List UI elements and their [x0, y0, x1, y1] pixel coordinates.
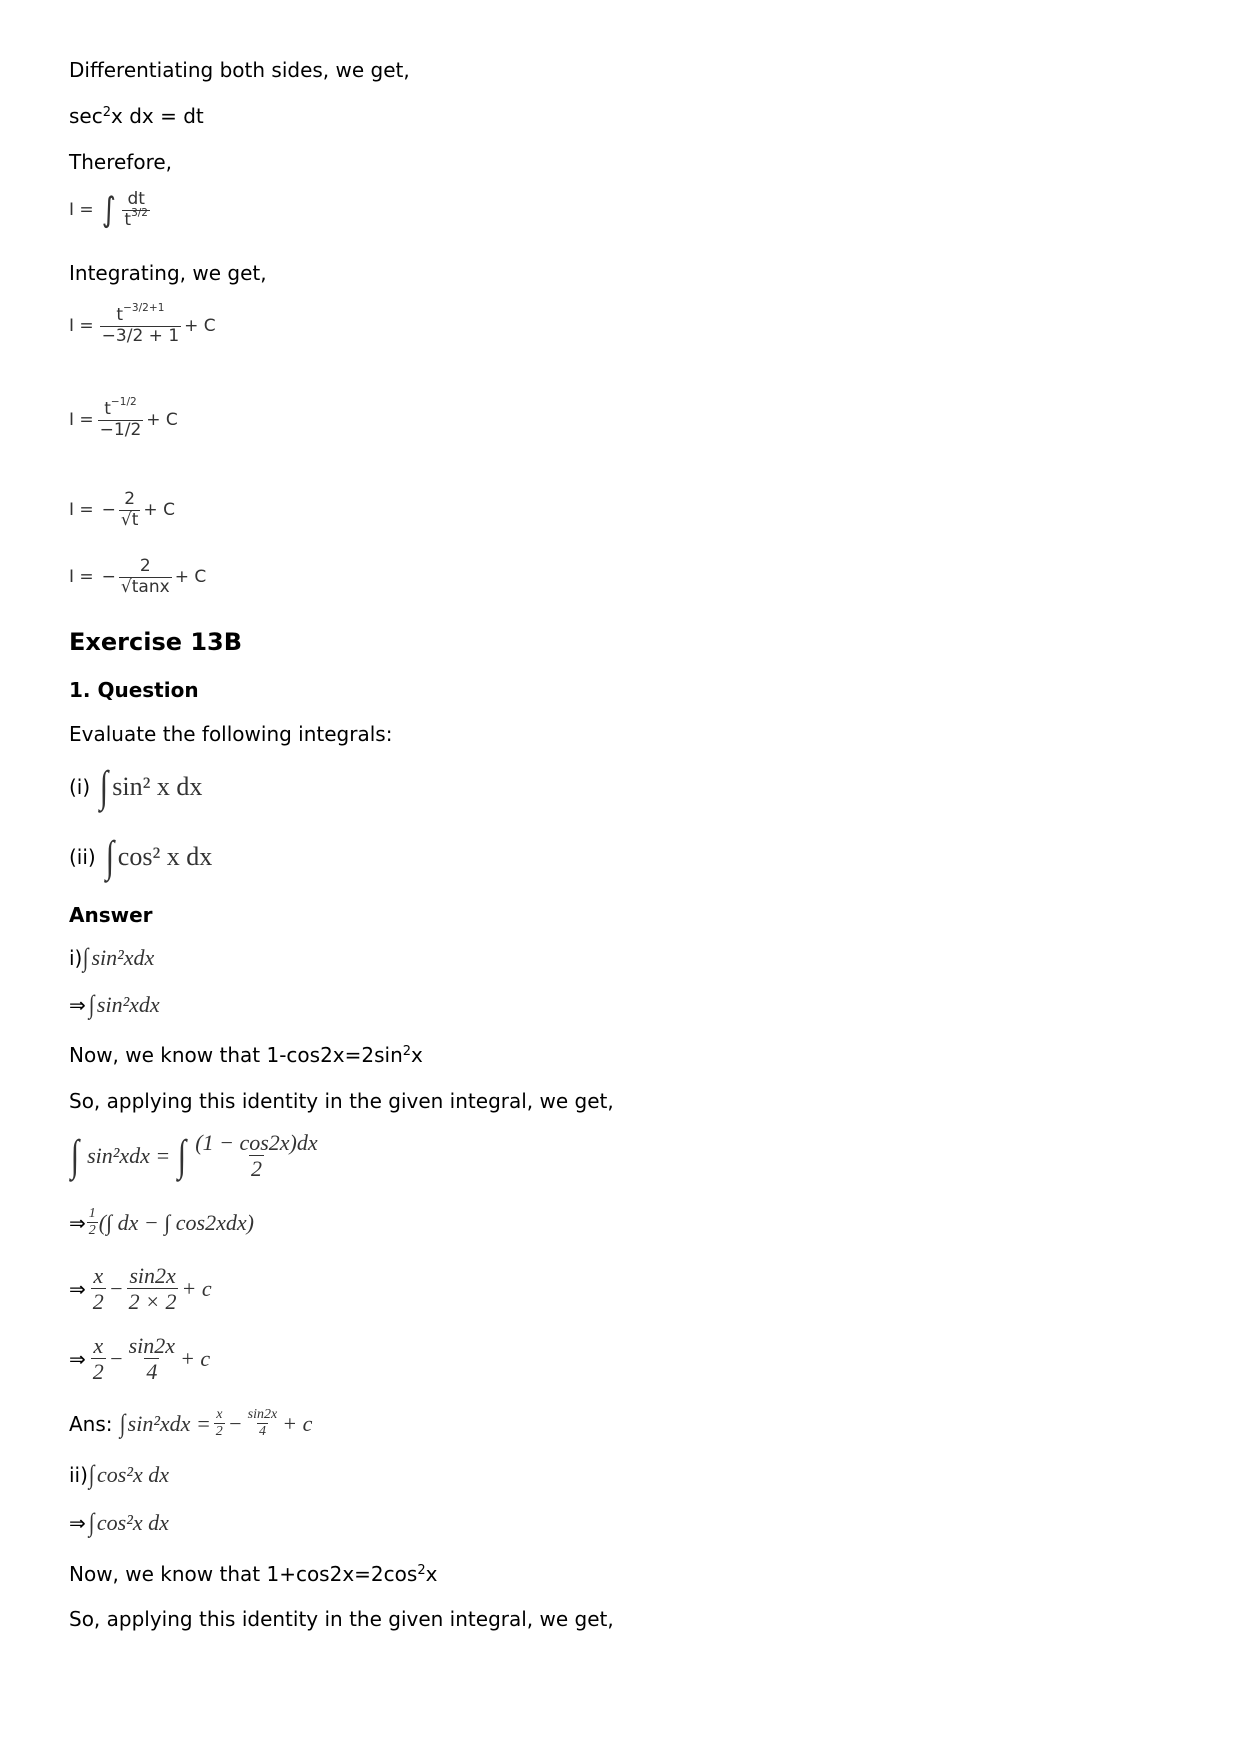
sec-rhs: x dx = dt [111, 104, 204, 128]
step2-bracket: (∫ dx − ∫ cos2xdx) [98, 1209, 254, 1235]
answer-ii-start [69, 1462, 169, 1488]
denominator-4: 4 [146, 1359, 158, 1385]
fraction-x-over-2 [91, 1263, 106, 1315]
identity-cos-tail: x [425, 1562, 438, 1586]
numerator-t-neg-half [102, 396, 138, 420]
denominator-4: 4 [258, 1424, 266, 1440]
eq-lhs: I = [69, 316, 94, 337]
fraction-power-rule [100, 302, 181, 346]
minus-sign: − [108, 1345, 124, 1371]
part-ii-integral [104, 832, 213, 881]
question-prompt: Evaluate the following integrals: [69, 722, 393, 746]
answer-i-start [69, 945, 154, 971]
step1-lhs: sin²xdx = [87, 1142, 171, 1168]
identity-sin-exponent: 2 [402, 1044, 412, 1059]
identity-sin [69, 1043, 423, 1067]
part-i-label: (i) [69, 775, 91, 799]
denominator-2x2: 2 × 2 [128, 1289, 177, 1315]
final-answer-expression [119, 1407, 313, 1440]
part-ii-label: (ii) [69, 845, 96, 869]
plus-c: + c [180, 1345, 211, 1371]
eq-sin-identity-substitution [69, 1130, 323, 1182]
denominator-t32 [122, 206, 150, 231]
plus-c: + C [174, 567, 207, 588]
integral-sign: ∫ [88, 1508, 95, 1537]
implies-arrow: ⇒ [69, 993, 86, 1017]
eq-simplified [69, 396, 178, 440]
step1-numerator: (1 − cos2x)dx [195, 1130, 318, 1155]
numerator-x: x [216, 1407, 223, 1422]
answer-i-restate [69, 992, 160, 1018]
eq-split-integral [69, 1206, 254, 1239]
step2-expression [86, 1206, 254, 1239]
part-ii-expr: cos² x dx [117, 842, 213, 871]
applying-identity-1: So, applying this identity in the given integral, we get, [69, 1089, 614, 1113]
integral-sign: ∫ [88, 1460, 95, 1489]
answer-ii-restate [69, 1510, 169, 1536]
answer-i-label: i) [69, 946, 83, 970]
integral-sign: ∫ [178, 1130, 187, 1180]
eq-integral-dt [69, 190, 153, 230]
fraction-neg-half [98, 396, 144, 440]
ans-lhs: sin²xdx = [127, 1410, 211, 1436]
numerator-x: x [93, 1333, 104, 1358]
answer-ii-label: ii) [69, 1463, 88, 1487]
plus-c: + C [146, 410, 178, 431]
identity-sin-tail: x [411, 1043, 423, 1067]
numerator-x: x [93, 1263, 104, 1288]
fraction-2-sqrt-tanx [119, 557, 172, 597]
half-denominator: 2 [88, 1223, 96, 1239]
eq-lhs: I = [69, 567, 94, 588]
sec-lhs: sec [69, 104, 103, 128]
text-therefore: Therefore, [69, 150, 173, 174]
applying-identity-2: So, applying this identity in the given integral, we get, [69, 1607, 614, 1631]
answer-heading: Answer [69, 903, 153, 927]
implies-arrow: ⇒ [69, 1210, 86, 1235]
plus-c: + C [143, 500, 175, 521]
numerator-sin2x: sin2x [129, 1263, 176, 1288]
fraction-half [87, 1206, 98, 1239]
integral-sign: ∫ [119, 1408, 125, 1438]
exponent-neg12: −1/2 [110, 396, 137, 408]
numerator-t-power [114, 302, 166, 326]
integral-sign: ∫ [70, 1130, 80, 1180]
eq-power-rule [69, 302, 216, 346]
sec-exponent: 2 [102, 105, 112, 120]
plus-c: + C [184, 316, 216, 337]
sin2xdx: sin²xdx [91, 945, 155, 970]
denominator-2: 2 [92, 1359, 104, 1385]
minus-sign: − [101, 567, 116, 588]
denominator-2: 2 [215, 1424, 223, 1440]
minus-sign: − [101, 500, 116, 521]
fraction-sin2x-over-2x2 [127, 1263, 179, 1315]
cos2xdx: cos²x dx [97, 1462, 169, 1487]
question-number: 1. Question [69, 678, 199, 702]
numerator-sin2x: sin2x [247, 1407, 278, 1422]
final-answer-i [69, 1407, 312, 1440]
implies-arrow: ⇒ [69, 1511, 86, 1535]
implies-arrow: ⇒ [69, 1346, 86, 1371]
integral-sign: ∫ [101, 190, 116, 231]
numerator-dt: dt [127, 189, 145, 209]
numerator-2: 2 [139, 556, 151, 576]
denominator-neg32p1: −3/2 + 1 [101, 325, 180, 346]
denominator-sqrt-tanx: √tanx [120, 576, 170, 597]
answer-ii-integral [88, 1462, 169, 1488]
fraction-dt-t32 [122, 190, 150, 230]
eq-sqrt-tanx [69, 557, 206, 597]
integral-sign: ∫ [99, 762, 109, 811]
half-numerator: 1 [88, 1206, 96, 1221]
ans-label: Ans: [69, 1411, 113, 1436]
integral-sign: ∫ [83, 943, 89, 972]
text-differentiating: Differentiating both sides, we get, [69, 58, 410, 82]
numerator-sin2x: sin2x [128, 1333, 176, 1358]
fraction-sin2x-over-4 [246, 1407, 280, 1440]
minus-sign: − [227, 1410, 243, 1436]
step3-expression [88, 1263, 212, 1315]
base-t: t [104, 399, 111, 419]
base-t: t [124, 209, 132, 230]
base-t: t [116, 305, 124, 325]
eq-lhs: I = [69, 500, 94, 521]
integral-sign: ∫ [105, 832, 114, 881]
numerator-2: 2 [124, 489, 136, 509]
exponent-32: 3/2 [131, 206, 149, 219]
denominator-2: 2 [92, 1289, 104, 1315]
eq-lhs: I = [69, 200, 94, 221]
fraction-x-over-2 [91, 1333, 106, 1385]
plus-c: + c [282, 1410, 313, 1436]
eq-simplified-result [69, 1333, 210, 1385]
fraction-2-sqrt-t [119, 490, 141, 530]
part-i-integral [98, 762, 203, 811]
eq-sqrt-t [69, 490, 175, 530]
text-integrating: Integrating, we get, [69, 261, 267, 285]
identity-cos-exponent: 2 [417, 1563, 426, 1578]
fraction-step1 [193, 1130, 319, 1182]
cos2xdx: cos²x dx [96, 1510, 169, 1535]
minus-sign: − [108, 1275, 124, 1301]
step4-expression [88, 1333, 210, 1385]
exercise-title: Exercise 13B [69, 628, 243, 656]
eq-lhs: I = [69, 410, 94, 431]
text-sec-equation [69, 104, 204, 128]
answer-i-integral [88, 992, 160, 1018]
identity-sin-text: Now, we know that 1-cos2x=2sin [69, 1043, 403, 1067]
denominator-neg12: −1/2 [99, 419, 142, 440]
exponent-neg32p1: −3/2+1 [123, 302, 165, 314]
plus-c: + c [181, 1275, 212, 1301]
part-i [69, 762, 203, 811]
answer-ii-integral [88, 1510, 169, 1536]
denominator-sqrt-t: √t [120, 509, 139, 530]
part-i-expr: sin² x dx [112, 772, 203, 801]
implies-arrow: ⇒ [69, 1276, 86, 1301]
sin2xdx: sin²xdx [96, 992, 160, 1017]
identity-cos-text: Now, we know that 1+cos2x=2cos [69, 1562, 418, 1586]
fraction-sin2x-over-4 [127, 1333, 177, 1385]
identity-cos [69, 1562, 437, 1586]
step1-denominator: 2 [250, 1156, 262, 1182]
eq-integrated [69, 1263, 212, 1315]
part-ii [69, 832, 213, 881]
answer-i-integral [82, 945, 154, 971]
fraction-x-over-2 [214, 1407, 225, 1440]
integral-sign: ∫ [88, 990, 95, 1019]
